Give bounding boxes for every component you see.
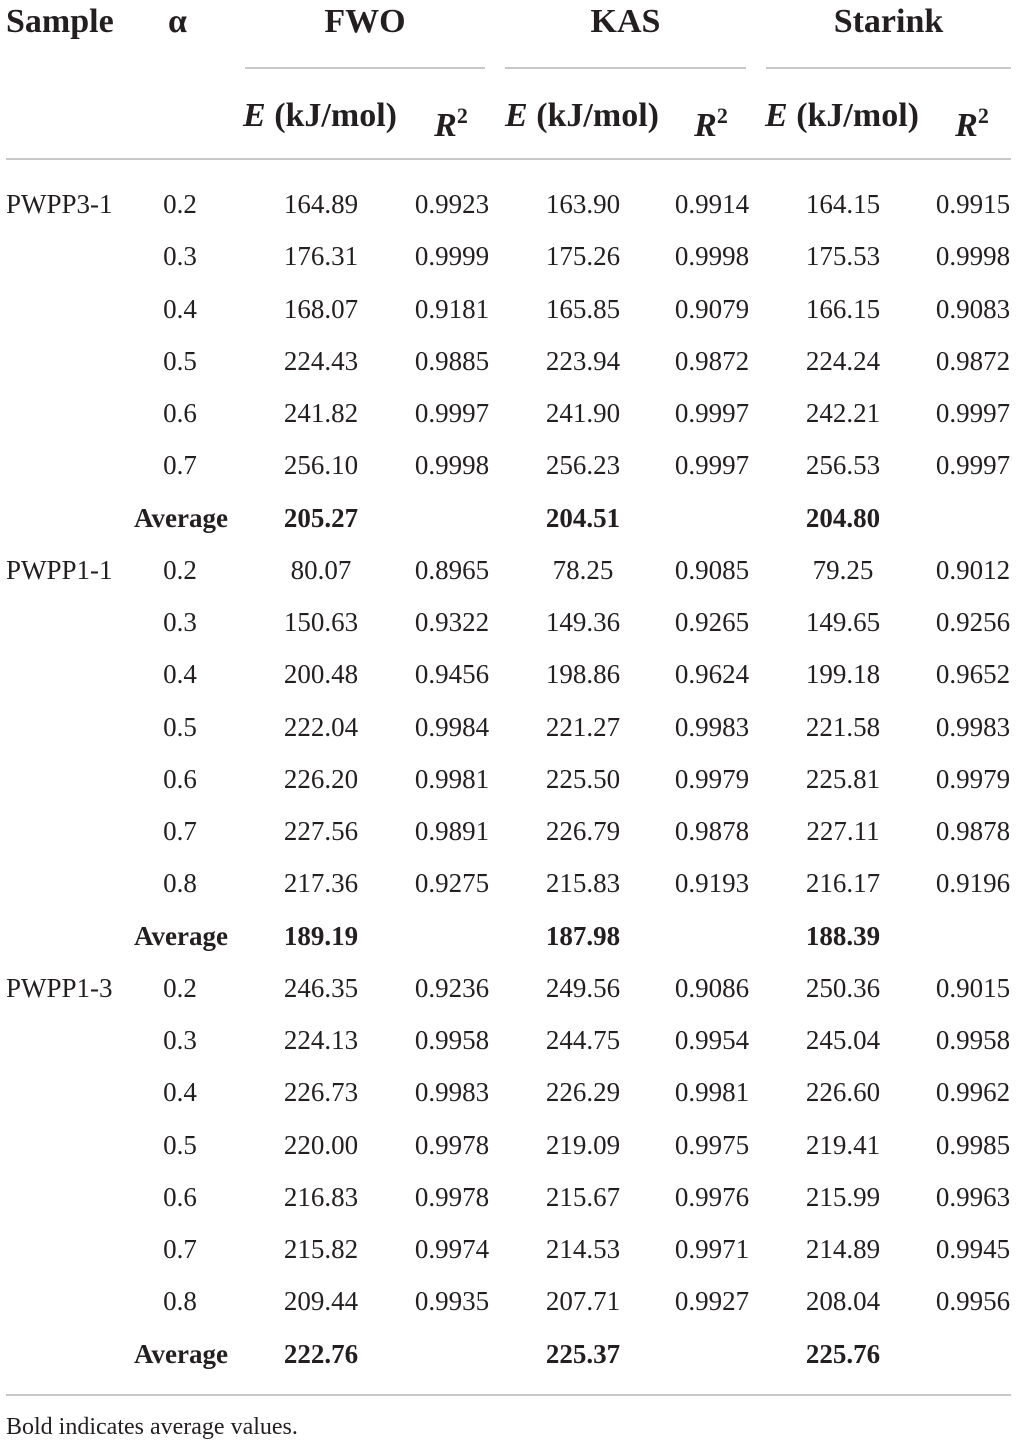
kas-group-rule	[505, 67, 746, 69]
kas-energy-cell: 223.94	[545, 346, 621, 376]
fwo-r2-cell: 0.9456	[414, 659, 490, 689]
kas-r2-cell: 0.9971	[674, 1234, 750, 1264]
starink-r2-cell: 0.9962	[935, 1077, 1011, 1107]
starink-r2-cell: 0.9983	[935, 712, 1011, 742]
fwo-r2-cell: 0.9997	[414, 398, 490, 428]
average-kas-energy-cell: 204.51	[545, 503, 621, 533]
kas-energy-cell: 226.79	[545, 816, 621, 846]
kas-r2-cell: 0.9086	[674, 973, 750, 1003]
kas-energy-cell: 175.26	[545, 241, 621, 271]
header-kas-energy: E (kJ/mol)	[505, 97, 659, 134]
starink-r2-cell: 0.9915	[935, 189, 1011, 219]
kas-energy-cell: 198.86	[545, 659, 621, 689]
fwo-energy-cell: 226.73	[283, 1077, 359, 1107]
starink-r2-cell: 0.9963	[935, 1182, 1011, 1212]
starink-r2-cell: 0.9997	[935, 398, 1011, 428]
kas-energy-cell: 244.75	[545, 1025, 621, 1055]
fwo-r2-cell: 0.9999	[414, 241, 490, 271]
alpha-value: 0.2	[163, 189, 197, 219]
kas-r2-cell: 0.9976	[674, 1182, 750, 1212]
starink-group-rule	[766, 67, 1011, 69]
fwo-energy-cell: 227.56	[283, 816, 359, 846]
kas-energy-cell: 241.90	[545, 398, 621, 428]
kas-r2-cell: 0.9624	[674, 659, 750, 689]
starink-r2-cell: 0.9652	[935, 659, 1011, 689]
starink-energy-cell: 215.99	[805, 1182, 881, 1212]
fwo-r2-cell: 0.9322	[414, 607, 490, 637]
kas-r2-cell: 0.9983	[674, 712, 750, 742]
starink-energy-cell: 227.11	[806, 816, 880, 846]
alpha-value: 0.3	[163, 607, 197, 637]
kas-r2-cell: 0.9265	[674, 607, 750, 637]
alpha-value: 0.8	[163, 1286, 197, 1316]
alpha-value: 0.5	[163, 346, 197, 376]
fwo-r2-cell: 0.9958	[414, 1025, 490, 1055]
starink-energy-cell: 164.15	[805, 189, 881, 219]
fwo-energy-cell: 224.43	[283, 346, 359, 376]
fwo-r2-cell: 0.9978	[414, 1130, 490, 1160]
header-starink-r2: $R^2$	[955, 103, 989, 144]
fwo-energy-cell: 246.35	[283, 973, 359, 1003]
fwo-energy-cell: 176.31	[283, 241, 359, 271]
fwo-energy-cell: 222.04	[283, 712, 359, 742]
average-label: Average	[134, 1339, 228, 1369]
kas-energy-cell: 249.56	[545, 973, 621, 1003]
kas-energy-cell: 256.23	[545, 450, 621, 480]
alpha-value: 0.2	[163, 555, 197, 585]
fwo-r2-cell: 0.9978	[414, 1182, 490, 1212]
fwo-energy-cell: 209.44	[283, 1286, 359, 1316]
fwo-r2-cell: 0.9236	[414, 973, 490, 1003]
kas-energy-cell: 207.71	[545, 1286, 621, 1316]
kas-energy-cell: 163.90	[545, 189, 621, 219]
kas-r2-cell: 0.9914	[674, 189, 750, 219]
fwo-r2-cell: 0.9984	[414, 712, 490, 742]
average-kas-energy-cell: 187.98	[545, 921, 621, 951]
kas-r2-cell: 0.9997	[674, 398, 750, 428]
starink-energy-cell: 166.15	[805, 294, 881, 324]
starink-r2-cell: 0.9985	[935, 1130, 1011, 1160]
fwo-energy-cell: 256.10	[283, 450, 359, 480]
kas-r2-cell: 0.9872	[674, 346, 750, 376]
fwo-energy-cell: 224.13	[283, 1025, 359, 1055]
alpha-value: 0.6	[163, 1182, 197, 1212]
alpha-value: 0.3	[163, 1025, 197, 1055]
header-method-fwo: FWO	[324, 3, 406, 40]
starink-r2-cell: 0.9015	[935, 973, 1011, 1003]
header-bottom-rule	[6, 158, 1011, 160]
starink-r2-cell: 0.9945	[935, 1234, 1011, 1264]
kas-energy-cell: 219.09	[545, 1130, 621, 1160]
fwo-energy-cell: 216.83	[283, 1182, 359, 1212]
alpha-value: 0.6	[163, 764, 197, 794]
starink-r2-cell: 0.9997	[935, 450, 1011, 480]
fwo-r2-cell: 0.9275	[414, 868, 490, 898]
alpha-value: 0.6	[163, 398, 197, 428]
kas-r2-cell: 0.9079	[674, 294, 750, 324]
kas-r2-cell: 0.9975	[674, 1130, 750, 1160]
header-kas-r2: $R^2$	[694, 103, 728, 144]
starink-energy-cell: 216.17	[805, 868, 881, 898]
starink-energy-cell: 219.41	[805, 1130, 881, 1160]
average-kas-energy-cell: 225.37	[545, 1339, 621, 1369]
kas-energy-cell: 215.67	[545, 1182, 621, 1212]
fwo-r2-cell: 0.9998	[414, 450, 490, 480]
kas-energy-cell: 149.36	[545, 607, 621, 637]
average-starink-energy-cell: 204.80	[805, 503, 881, 533]
starink-r2-cell: 0.9872	[935, 346, 1011, 376]
average-label: Average	[134, 503, 228, 533]
starink-energy-cell: 256.53	[805, 450, 881, 480]
fwo-r2-cell: 0.9935	[414, 1286, 490, 1316]
fwo-r2-cell: 0.9974	[414, 1234, 490, 1264]
header-fwo-r2: $R^2$	[434, 103, 468, 144]
starink-r2-cell: 0.9083	[935, 294, 1011, 324]
kas-r2-cell: 0.9193	[674, 868, 750, 898]
fwo-r2-cell: 0.9923	[414, 189, 490, 219]
fwo-r2-cell: 0.9981	[414, 764, 490, 794]
starink-energy-cell: 208.04	[805, 1286, 881, 1316]
kas-r2-cell: 0.9954	[674, 1025, 750, 1055]
starink-r2-cell: 0.9878	[935, 816, 1011, 846]
kas-r2-cell: 0.9981	[674, 1077, 750, 1107]
alpha-value: 0.4	[163, 294, 197, 324]
alpha-value: 0.7	[163, 450, 197, 480]
alpha-value: 0.4	[163, 659, 197, 689]
starink-r2-cell: 0.9998	[935, 241, 1011, 271]
starink-r2-cell: 0.9256	[935, 607, 1011, 637]
kas-energy-cell: 78.25	[552, 555, 614, 585]
average-starink-energy-cell: 188.39	[805, 921, 881, 951]
fwo-energy-cell: 241.82	[283, 398, 359, 428]
starink-energy-cell: 79.25	[812, 555, 874, 585]
fwo-energy-cell: 226.20	[283, 764, 359, 794]
fwo-energy-cell: 164.89	[283, 189, 359, 219]
kas-energy-cell: 165.85	[545, 294, 621, 324]
average-label: Average	[134, 921, 228, 951]
header-fwo-energy: E (kJ/mol)	[243, 97, 397, 134]
kas-energy-cell: 214.53	[545, 1234, 621, 1264]
footnote: Bold indicates average values.	[6, 1414, 298, 1440]
fwo-group-rule	[245, 67, 485, 69]
fwo-r2-cell: 0.9983	[414, 1077, 490, 1107]
sample-name: PWPP1-1	[6, 555, 113, 585]
alpha-value: 0.3	[163, 241, 197, 271]
alpha-value: 0.5	[163, 1130, 197, 1160]
fwo-energy-cell: 217.36	[283, 868, 359, 898]
fwo-energy-cell: 150.63	[283, 607, 359, 637]
starink-energy-cell: 224.24	[805, 346, 881, 376]
fwo-energy-cell: 220.00	[283, 1130, 359, 1160]
starink-energy-cell: 199.18	[805, 659, 881, 689]
starink-energy-cell: 225.81	[805, 764, 881, 794]
starink-energy-cell: 214.89	[805, 1234, 881, 1264]
header-starink-energy: E (kJ/mol)	[765, 97, 919, 134]
table-bottom-rule	[6, 1394, 1011, 1396]
alpha-value: 0.8	[163, 868, 197, 898]
header-alpha: α	[168, 3, 187, 40]
kas-energy-cell: 221.27	[545, 712, 621, 742]
kas-energy-cell: 226.29	[545, 1077, 621, 1107]
starink-r2-cell: 0.9196	[935, 868, 1011, 898]
kas-r2-cell: 0.9878	[674, 816, 750, 846]
kas-r2-cell: 0.9927	[674, 1286, 750, 1316]
header-method-kas: KAS	[590, 3, 661, 40]
header-sample: Sample	[6, 3, 114, 40]
fwo-energy-cell: 200.48	[283, 659, 359, 689]
fwo-energy-cell: 80.07	[290, 555, 352, 585]
fwo-energy-cell: 215.82	[283, 1234, 359, 1264]
starink-energy-cell: 242.21	[805, 398, 881, 428]
average-starink-energy-cell: 225.76	[805, 1339, 881, 1369]
starink-energy-cell: 245.04	[805, 1025, 881, 1055]
starink-energy-cell: 221.58	[805, 712, 881, 742]
kas-r2-cell: 0.9997	[674, 450, 750, 480]
starink-r2-cell: 0.9956	[935, 1286, 1011, 1316]
header-method-starink: Starink	[833, 3, 944, 40]
average-fwo-energy-cell: 205.27	[283, 503, 359, 533]
alpha-value: 0.5	[163, 712, 197, 742]
starink-r2-cell: 0.9958	[935, 1025, 1011, 1055]
starink-r2-cell: 0.9979	[935, 764, 1011, 794]
fwo-r2-cell: 0.9891	[414, 816, 490, 846]
alpha-value: 0.2	[163, 973, 197, 1003]
fwo-r2-cell: 0.9885	[414, 346, 490, 376]
alpha-value: 0.4	[163, 1077, 197, 1107]
kas-r2-cell: 0.9979	[674, 764, 750, 794]
starink-energy-cell: 149.65	[805, 607, 881, 637]
average-fwo-energy-cell: 222.76	[283, 1339, 359, 1369]
starink-energy-cell: 250.36	[805, 973, 881, 1003]
fwo-r2-cell: 0.8965	[414, 555, 490, 585]
kas-r2-cell: 0.9085	[674, 555, 750, 585]
kas-energy-cell: 215.83	[545, 868, 621, 898]
fwo-energy-cell: 168.07	[283, 294, 359, 324]
starink-energy-cell: 226.60	[805, 1077, 881, 1107]
sample-name: PWPP3-1	[6, 189, 113, 219]
sample-name: PWPP1-3	[6, 973, 113, 1003]
alpha-value: 0.7	[163, 1234, 197, 1264]
kas-r2-cell: 0.9998	[674, 241, 750, 271]
starink-r2-cell: 0.9012	[935, 555, 1011, 585]
kas-energy-cell: 225.50	[545, 764, 621, 794]
starink-energy-cell: 175.53	[805, 241, 881, 271]
fwo-r2-cell: 0.9181	[414, 294, 490, 324]
alpha-value: 0.7	[163, 816, 197, 846]
average-fwo-energy-cell: 189.19	[283, 921, 359, 951]
